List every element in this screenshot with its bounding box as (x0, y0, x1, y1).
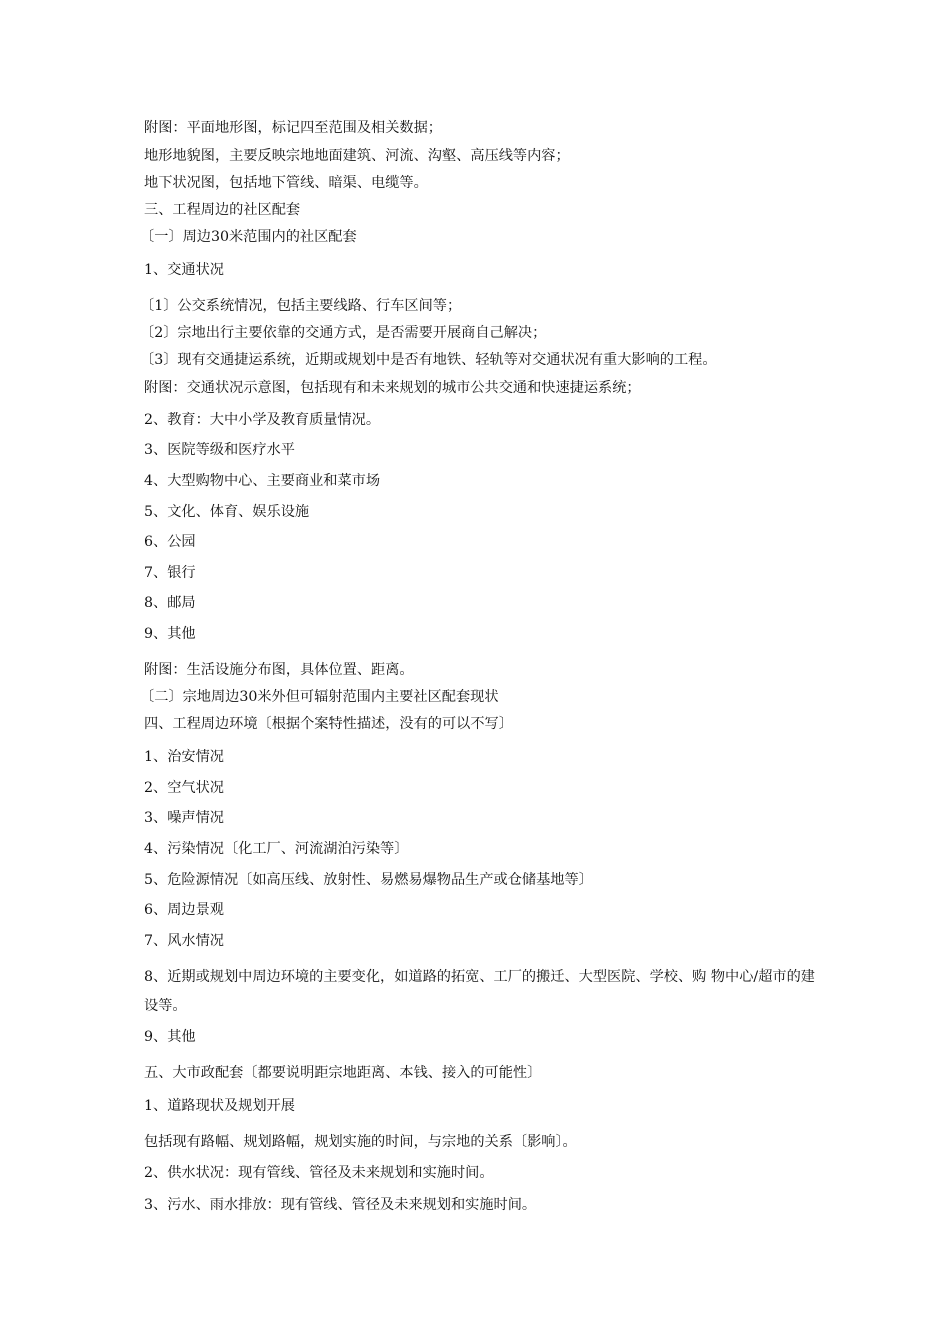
text-line: 附图：平面地形图，标记四至范围及相关数据； (144, 120, 442, 136)
text-line: 附图：交通状况示意图，包括现有和未来规划的城市公共交通和快速捷运系统； (144, 380, 641, 396)
list-item: 7、银行 (144, 565, 196, 581)
list-item: 6、公园 (144, 534, 196, 550)
list-item: 6、周边景观 (144, 902, 224, 918)
text-line: 地形地貌图，主要反映宗地地面建筑、河流、沟壑、高压线等内容； (144, 148, 570, 164)
list-item: 4、大型购物中心、主要商业和菜市场 (144, 473, 381, 489)
list-item: 3、医院等级和医疗水平 (144, 442, 295, 458)
text-line: 包括现有路幅、规划路幅，规划实施的时间，与宗地的关系〔影响〕。 (144, 1134, 577, 1150)
list-item: 3、污水、雨水排放：现有管线、管径及未来规划和实施时间。 (144, 1197, 537, 1213)
list-item: 5、危险源情况〔如高压线、放射性、易燃易爆物品生产或仓储基地等〕 (144, 872, 593, 888)
list-item: 4、污染情况〔化工厂、河流湖泊污染等〕 (144, 841, 409, 857)
list-item: 2、供水状况：现有管线、管径及未来规划和实施时间。 (144, 1165, 494, 1181)
text-line: 〔3〕现有交通捷运系统，近期或规划中是否有地铁、轻轨等对交通状况有重大影响的工程。 (140, 352, 717, 368)
list-item: 2、空气状况 (144, 780, 224, 796)
text-line: 〔1〕公交系统情况，包括主要线路、行车区间等； (140, 298, 462, 314)
list-item: 5、文化、体育、娱乐设施 (144, 504, 310, 520)
section-heading: 四、工程周边环境〔根据个案特性描述，没有的可以不写〕 (144, 716, 513, 732)
list-item: 8、邮局 (144, 595, 196, 611)
text-line: 地下状况图，包括地下管线、暗渠、电缆等。 (144, 175, 428, 191)
section-heading: 五、大市政配套〔都要说明距宗地距离、本钱、接入的可能性〕 (144, 1065, 542, 1081)
list-item: 9、其他 (144, 626, 196, 642)
text-line: 附图：生活设施分布图，具体位置、距离。 (144, 662, 414, 678)
list-item: 9、其他 (144, 1029, 196, 1045)
text-line: 〔2〕宗地出行主要依靠的交通方式，是否需要开展商自己解决； (140, 325, 547, 341)
item-heading: 1、交通状况 (144, 262, 224, 278)
item-heading: 1、道路现状及规划开展 (144, 1098, 295, 1114)
list-item: 7、风水情况 (144, 933, 224, 949)
subsection-heading: 〔二〕宗地周边30米外但可辐射范围内主要社区配套现状 (140, 689, 499, 705)
section-heading: 三、工程周边的社区配套 (144, 202, 301, 218)
list-item: 8、近期或规划中周边环境的主要变化，如道路的拓宽、工厂的搬迁、大型医院、学校、购 物中心/超市的建设等。 (144, 969, 815, 1014)
list-item: 2、教育：大中小学及教育质量情况。 (144, 412, 381, 428)
subsection-heading: 〔一〕周边30米范围内的社区配套 (140, 229, 357, 245)
list-item: 1、治安情况 (144, 749, 224, 765)
list-item: 3、噪声情况 (144, 810, 224, 826)
